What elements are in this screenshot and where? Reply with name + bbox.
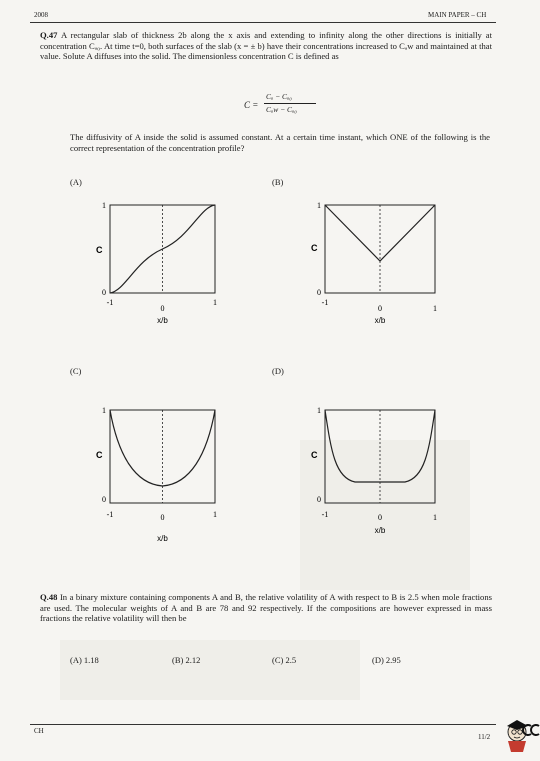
x-mid-tick: 0 [160, 304, 165, 313]
y-bottom-tick: 0 [102, 495, 106, 504]
x-mid-tick: 0 [160, 513, 165, 522]
profile-plot-c [90, 400, 240, 550]
x-axis-label: x/b [157, 534, 168, 543]
answer-option: (D) 2.95 [372, 655, 401, 665]
formula-lhs: C = [244, 100, 259, 110]
footer-code: CH [34, 727, 44, 735]
x-axis-label: x/b [374, 316, 386, 325]
x-right-tick: 1 [213, 298, 217, 307]
profile-plot-b [305, 195, 455, 340]
q47-block [40, 30, 492, 62]
footer-rule [30, 724, 496, 725]
x-right-tick: 1 [433, 513, 437, 522]
y-axis-label: C [96, 245, 103, 255]
formula-denominator: Cₐw − Cₐ₀ [266, 105, 297, 114]
y-axis-label: C [96, 450, 103, 460]
header-paper: MAIN PAPER – CH [428, 11, 487, 19]
x-left-tick: -1 [321, 298, 329, 307]
x-right-tick: 1 [213, 510, 217, 519]
header-rule [30, 22, 496, 23]
x-axis-label: x/b [157, 316, 168, 325]
x-right-tick: 1 [433, 304, 437, 313]
header-year: 2008 [34, 11, 48, 19]
y-top-tick: 1 [317, 406, 321, 415]
x-left-tick: -1 [321, 510, 329, 519]
x-left-tick: -1 [106, 510, 114, 519]
profile-plot-a [90, 195, 240, 340]
question-number: Q.47 [40, 30, 58, 40]
answer-option: (B) 2.12 [172, 655, 201, 665]
question-text: A rectangular slab of thickness 2b along the x axis and extending to infinity along the other directions is initially at concentration Cₐ₀. At time t=0, both surfaces of the slab (x = ± b) have their concentrations increased to Cₐw and maintained at that value. Solute A diffuses into the solid. The dimensionless concentration C is defined as [40, 30, 492, 62]
x-mid-tick: 0 [378, 304, 382, 313]
y-bottom-tick: 0 [317, 288, 321, 297]
question-text: In a binary mixture containing components A and B, the relative volatility of A with respect to B is 2.5 when mole fractions are used. The molecular weights of A and B are 78 and 92 respectively. If the compositions are however expressed in mass fractions the relative volatility will then be [40, 592, 492, 624]
y-bottom-tick: 0 [317, 495, 321, 504]
question-number: Q.48 [40, 592, 58, 602]
option-label: (A) [70, 177, 82, 187]
x-mid-tick: 0 [378, 513, 382, 522]
fraction-bar [264, 103, 316, 104]
q48-block [40, 592, 492, 624]
x-axis-label: x/b [374, 526, 386, 535]
y-axis-label: C [311, 450, 318, 460]
y-axis-label: C [311, 243, 318, 253]
option-label: (B) [272, 177, 284, 187]
concentration-formula [244, 92, 344, 120]
option-label: (D) [272, 366, 284, 376]
y-top-tick: 1 [317, 201, 321, 210]
answer-option: (C) 2.5 [272, 655, 297, 665]
profile-plot-d [305, 400, 455, 545]
bleed-through [60, 640, 360, 700]
mascot-logo [503, 710, 540, 756]
answer-option: (A) 1.18 [70, 655, 99, 665]
x-left-tick: -1 [106, 298, 114, 307]
formula-numerator: Cₐ − Cₐ₀ [266, 92, 292, 101]
q47-prompt: The diffusivity of A inside the solid is assumed constant. At a certain time instant, which ONE of the following is the correct representation of the concentration profile? [70, 132, 490, 153]
footer-page: 11/2 [478, 733, 491, 741]
y-top-tick: 1 [102, 201, 106, 210]
y-bottom-tick: 0 [102, 288, 106, 297]
option-label: (C) [70, 366, 82, 376]
y-top-tick: 1 [102, 406, 106, 415]
